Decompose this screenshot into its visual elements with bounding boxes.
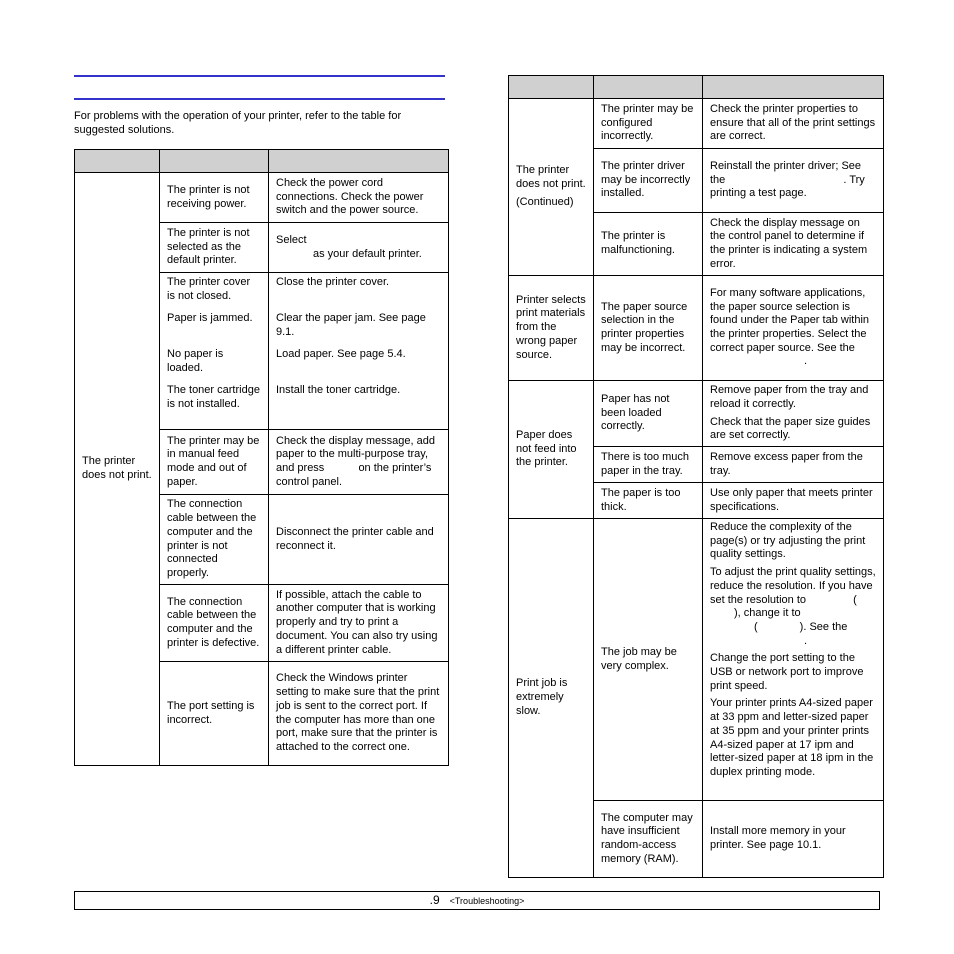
solution-text: Reinstall the printer driver; See the [710, 159, 862, 186]
solution-text: ( [853, 593, 857, 606]
solution-line: Select [276, 233, 307, 246]
table-row [509, 381, 884, 447]
header-cell-condition [509, 76, 594, 99]
cause-cell: The printer may be in manual feed mode and out of paper. [160, 430, 269, 495]
solution-line: Check that the paper size guides are set correctly. [710, 415, 871, 442]
cause-cell: The paper source selection in the printer properties may be incorrect. [594, 276, 703, 381]
right-troubleshooting-table [508, 75, 884, 878]
solution-text: . Try printing a test page. [710, 173, 865, 200]
table-header-row [509, 76, 884, 99]
cause-line: Paper is jammed. [167, 312, 253, 324]
solution-cell [269, 430, 449, 495]
cause-cell: The connection cable between the computer and the printer is defective. [160, 585, 269, 662]
condition-cell [509, 99, 594, 276]
cause-line: No paper is loaded. [167, 348, 224, 374]
cause-cell: Paper has not been loaded correctly. [594, 381, 703, 447]
heading-rule-bottom [74, 98, 445, 100]
cause-cell: The printer is not receiving power. [160, 173, 269, 223]
solution-cell [703, 519, 884, 801]
cause-cell: The printer driver may be incorrectly installed. [594, 149, 703, 213]
table-header-row [75, 150, 449, 173]
table-row [75, 173, 449, 223]
solution-cell: Check the printer properties to ensure that all of the print settings are correct. [703, 99, 884, 149]
cause-cell: The printer is malfunctioning. [594, 213, 703, 276]
header-cell-solution [269, 150, 449, 173]
cause-cell: The connection cable between the computer and the printer is not connected properly. [160, 495, 269, 585]
solution-line: Change the port setting to the USB or network port to improve print speed. [710, 652, 864, 692]
solution-line: Remove paper from the tray and reload it correctly. [710, 384, 869, 410]
header-cell-cause [160, 150, 269, 173]
solution-text: For many software applications, the paper source selection is found under the Paper tab within the printer properties. Select the correct paper source. See the [710, 286, 870, 354]
solution-cell [269, 223, 449, 273]
solution-text: . [804, 355, 808, 368]
solution-line: Close the printer cover. [276, 276, 390, 288]
header-cell-solution [703, 76, 884, 99]
continued-label: (Continued) [516, 196, 574, 209]
table-row [509, 99, 884, 149]
condition-cell: The printer does not print. [75, 173, 160, 766]
solution-text: ). See the [799, 620, 848, 633]
table-row [509, 519, 884, 801]
solution-cell: Check the Windows printer setting to make sure that the print job is sent to the correct port. If the computer has more than one port, make sure that the printer is attached to the correct one. [269, 662, 449, 766]
condition-cell: Print job is extremely slow. [509, 519, 594, 878]
solution-cell [269, 273, 449, 430]
cause-cell: The printer is not selected as the default printer. [160, 223, 269, 273]
cause-cell: The computer may have insufficient random-access memory (RAM). [594, 801, 703, 878]
solution-cell [703, 149, 884, 213]
condition-cell: Paper does not feed into the printer. [509, 381, 594, 519]
solution-cell: Check the power cord connections. Check the power switch and the power source. [269, 173, 449, 223]
cause-cell: The paper is too thick. [594, 483, 703, 519]
solution-text: ( [754, 620, 758, 633]
heading-rule-top [74, 75, 445, 77]
solution-line: as your default printer. [313, 247, 422, 260]
solution-cell [703, 276, 884, 381]
condition-text: The printer does not print. [516, 163, 586, 190]
solution-line: Clear the paper jam. See page 9.1. [276, 312, 426, 338]
solution-cell: If possible, attach the cable to another computer that is working properly and try to print a document. You can also try using a different printer cable. [269, 585, 449, 662]
solution-line [710, 566, 876, 648]
solution-cell: Install more memory in your printer. See page 10.1. [703, 801, 884, 878]
cause-cell: There is too much paper in the tray. [594, 447, 703, 483]
page-footer [74, 891, 880, 910]
solution-cell: Check the display message on the control panel to determine if the printer is indicating a system error. [703, 213, 884, 276]
solution-line: Load paper. See page 5.4. [276, 348, 406, 360]
solution-text: on the printer’s control panel. [276, 462, 432, 488]
intro-text: For problems with the operation of your printer, refer to the table for suggested solutions. [74, 110, 402, 136]
solution-text: To adjust the print quality settings, reduce the resolution. If you have set the resolution to [710, 566, 876, 606]
solution-line: Your printer prints A4-sized paper at 33 ppm and letter-sized paper at 35 ppm and your printer prints A4-sized paper at 17 ipm and letter-sized paper at 18 ipm in the duplex printing mode. [710, 697, 874, 778]
left-troubleshooting-table [74, 149, 449, 766]
solution-line: Install the toner cartridge. [276, 384, 401, 396]
section-label: <Troubleshooting> [449, 896, 525, 906]
solution-text: . [804, 634, 808, 647]
solution-text: ), change it to [734, 607, 801, 620]
solution-text: Check the display message, add paper to the multi-purpose tray, and press [276, 434, 435, 474]
solution-cell: Use only paper that meets printer specifications. [703, 483, 884, 519]
header-cell-cause [594, 76, 703, 99]
table-row [509, 276, 884, 381]
header-cell-condition [75, 150, 160, 173]
page-number: .9 [429, 893, 440, 907]
solution-cell [703, 381, 884, 447]
solution-cell: Remove excess paper from the tray. [703, 447, 884, 483]
cause-cell: The job may be very complex. [594, 519, 703, 801]
solution-cell: Disconnect the printer cable and reconnect it. [269, 495, 449, 585]
cause-cell: The port setting is incorrect. [160, 662, 269, 766]
cause-line: The printer cover is not closed. [167, 276, 251, 302]
cause-cell [160, 273, 269, 430]
cause-line: The toner cartridge is not installed. [167, 384, 260, 410]
condition-cell: Printer selects print materials from the wrong paper source. [509, 276, 594, 381]
cause-cell: The printer may be configured incorrectly. [594, 99, 703, 149]
solution-line: Reduce the complexity of the page(s) or try adjusting the print quality settings. [710, 521, 866, 561]
